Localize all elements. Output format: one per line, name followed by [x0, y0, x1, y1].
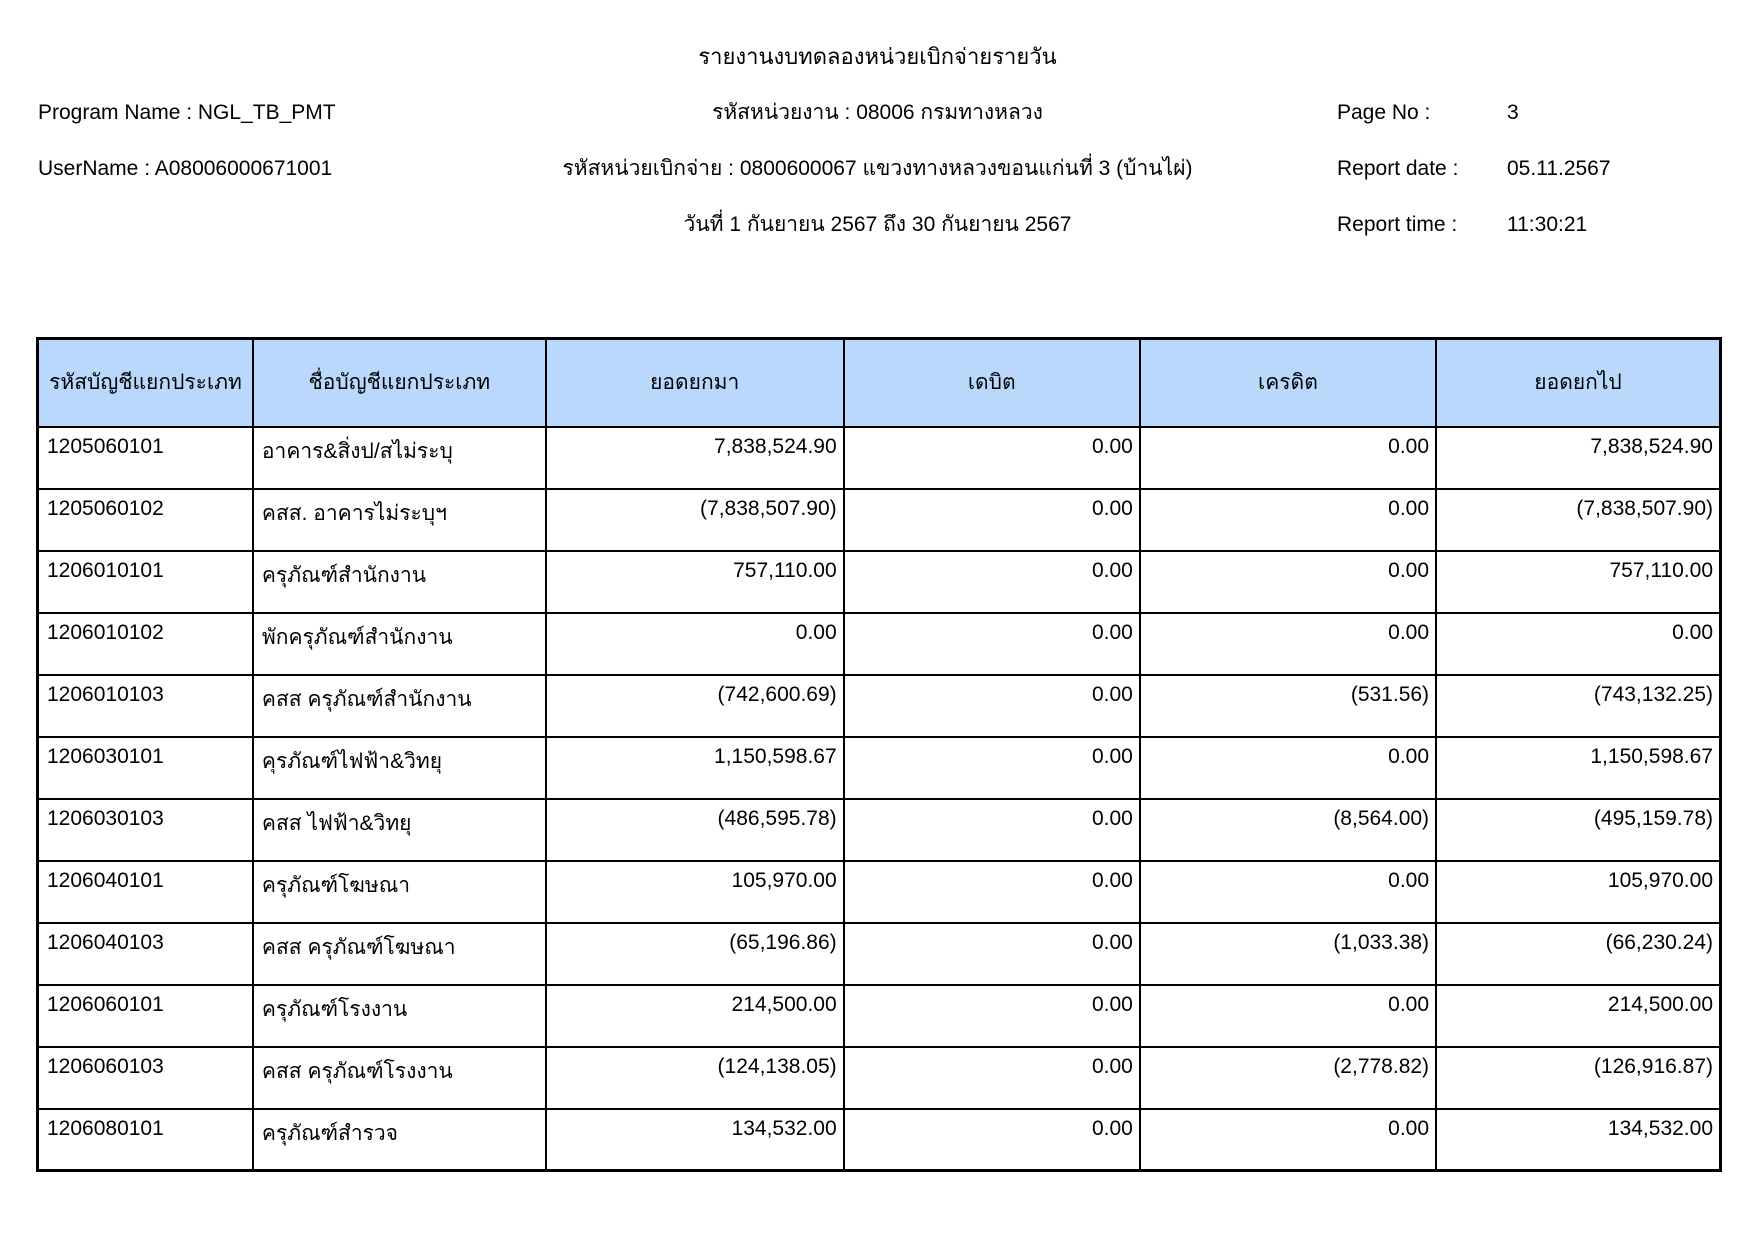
cell-account-name: อาคาร&สิ่งป/สไม่ระบุ: [253, 427, 546, 489]
table-row: [38, 737, 1721, 799]
col-header-credit: เครดิต: [1140, 339, 1436, 427]
cell-carried-forward: (126,916.87): [1436, 1047, 1720, 1109]
cell-credit: 0.00: [1140, 613, 1436, 675]
cell-account-code: 1206060101: [38, 985, 253, 1047]
cell-credit: 0.00: [1140, 489, 1436, 551]
cell-carried-forward: 134,532.00: [1436, 1109, 1720, 1171]
cell-account-name: คุรภัณฑ์ไฟฟ้า&วิทยุ: [253, 737, 546, 799]
cell-carried-forward: 214,500.00: [1436, 985, 1720, 1047]
cell-brought-forward: 757,110.00: [546, 551, 844, 613]
col-header-debit: เดบิต: [844, 339, 1140, 427]
page-no-label: Page No :: [1337, 101, 1431, 124]
cell-brought-forward: 0.00: [546, 613, 844, 675]
cell-brought-forward: 134,532.00: [546, 1109, 844, 1171]
cell-carried-forward: (743,132.25): [1436, 675, 1720, 737]
cell-credit: 0.00: [1140, 551, 1436, 613]
cell-carried-forward: 105,970.00: [1436, 861, 1720, 923]
cell-account-name: คสส ครุภัณฑ์สำนักงาน: [253, 675, 546, 737]
cell-account-code: 1206080101: [38, 1109, 253, 1171]
col-header-account-code: รหัสบัญชีแยกประเภท: [38, 339, 253, 427]
cell-credit: 0.00: [1140, 1109, 1436, 1171]
cell-account-name: พักครุภัณฑ์สำนักงาน: [253, 613, 546, 675]
table-row: [38, 1109, 1721, 1171]
report-time-value: 11:30:21: [1507, 213, 1588, 236]
cell-credit: 0.00: [1140, 861, 1436, 923]
table-row: [38, 1047, 1721, 1109]
col-header-account-name: ชื่อบัญชีแยกประเภท: [253, 339, 546, 427]
col-header-carried-forward: ยอดยกไป: [1436, 339, 1720, 427]
cell-account-name: ครุภัณฑ์โรงงาน: [253, 985, 546, 1047]
cell-brought-forward: (124,138.05): [546, 1047, 844, 1109]
table-row: [38, 985, 1721, 1047]
cell-debit: 0.00: [844, 923, 1140, 985]
cell-carried-forward: (66,230.24): [1436, 923, 1720, 985]
cell-account-name: คสส ครุภัณฑ์โรงงาน: [253, 1047, 546, 1109]
user-name: UserName : A08006000671001: [38, 157, 333, 180]
cell-carried-forward: (495,159.78): [1436, 799, 1720, 861]
cell-account-code: 1205060101: [38, 427, 253, 489]
cell-brought-forward: 214,500.00: [546, 985, 844, 1047]
cell-debit: 0.00: [844, 985, 1140, 1047]
cell-account-name: คสส ครุภัณฑ์โฆษณา: [253, 923, 546, 985]
cell-debit: 0.00: [844, 737, 1140, 799]
cell-debit: 0.00: [844, 799, 1140, 861]
cell-account-code: 1206010102: [38, 613, 253, 675]
cell-brought-forward: 1,150,598.67: [546, 737, 844, 799]
cell-account-code: 1206030103: [38, 799, 253, 861]
program-name: Program Name : NGL_TB_PMT: [38, 101, 336, 124]
cell-credit: 0.00: [1140, 427, 1436, 489]
cell-debit: 0.00: [844, 489, 1140, 551]
trial-balance-table: [36, 337, 1722, 1172]
cell-account-code: 1206040101: [38, 861, 253, 923]
report-time-label: Report time :: [1337, 213, 1458, 236]
cell-account-name: ครุภัณฑ์สำนักงาน: [253, 551, 546, 613]
cell-credit: (1,033.38): [1140, 923, 1436, 985]
cell-debit: 0.00: [844, 427, 1140, 489]
report-date-label: Report date :: [1337, 157, 1459, 180]
cell-carried-forward: 7,838,524.90: [1436, 427, 1720, 489]
cell-account-code: 1206010101: [38, 551, 253, 613]
cell-account-code: 1206010103: [38, 675, 253, 737]
cell-carried-forward: 757,110.00: [1436, 551, 1720, 613]
cell-debit: 0.00: [844, 613, 1140, 675]
cell-carried-forward: 1,150,598.67: [1436, 737, 1720, 799]
cell-debit: 0.00: [844, 675, 1140, 737]
cell-debit: 0.00: [844, 861, 1140, 923]
cell-credit: 0.00: [1140, 737, 1436, 799]
table-body: [38, 427, 1721, 1171]
cell-credit: 0.00: [1140, 985, 1436, 1047]
cell-credit: (2,778.82): [1140, 1047, 1436, 1109]
table-row: [38, 551, 1721, 613]
table-row: [38, 675, 1721, 737]
cell-brought-forward: (742,600.69): [546, 675, 844, 737]
cell-brought-forward: (486,595.78): [546, 799, 844, 861]
cell-account-name: ครุภัณฑ์โฆษณา: [253, 861, 546, 923]
col-header-brought-forward: ยอดยกมา: [546, 339, 844, 427]
report-date-value: 05.11.2567: [1507, 157, 1611, 180]
cell-credit: (531.56): [1140, 675, 1436, 737]
table-row: [38, 427, 1721, 489]
cell-brought-forward: 105,970.00: [546, 861, 844, 923]
table-row: [38, 489, 1721, 551]
cell-account-code: 1205060102: [38, 489, 253, 551]
cell-account-name: คสส ไฟฟ้า&วิทยุ: [253, 799, 546, 861]
cell-credit: (8,564.00): [1140, 799, 1436, 861]
table-row: [38, 861, 1721, 923]
cell-account-name: ครุภัณฑ์สำรวจ: [253, 1109, 546, 1171]
cell-account-name: คสส. อาคารไม่ระบุฯ: [253, 489, 546, 551]
page-no-value: 3: [1507, 101, 1519, 124]
table-header-row: [38, 339, 1721, 427]
cell-account-code: 1206060103: [38, 1047, 253, 1109]
cell-carried-forward: (7,838,507.90): [1436, 489, 1720, 551]
table-row: [38, 799, 1721, 861]
agency-code: รหัสหน่วยงาน : 08006 กรมทางหลวง: [712, 101, 1043, 124]
cell-debit: 0.00: [844, 1047, 1140, 1109]
date-range: วันที่ 1 กันยายน 2567 ถึง 30 กันยายน 2567: [683, 213, 1072, 236]
disbursement-unit: รหัสหน่วยเบิกจ่าย : 0800600067 แขวงทางหลวงขอนแก่นที่ 3 (บ้านไผ่): [562, 157, 1193, 180]
table-row: [38, 613, 1721, 675]
table-row: [38, 923, 1721, 985]
cell-account-code: 1206040103: [38, 923, 253, 985]
cell-brought-forward: (7,838,507.90): [546, 489, 844, 551]
cell-carried-forward: 0.00: [1436, 613, 1720, 675]
cell-debit: 0.00: [844, 551, 1140, 613]
cell-brought-forward: 7,838,524.90: [546, 427, 844, 489]
cell-debit: 0.00: [844, 1109, 1140, 1171]
cell-brought-forward: (65,196.86): [546, 923, 844, 985]
cell-account-code: 1206030101: [38, 737, 253, 799]
report-title: รายงานงบทดลองหน่วยเบิกจ่ายรายวัน: [698, 44, 1057, 69]
